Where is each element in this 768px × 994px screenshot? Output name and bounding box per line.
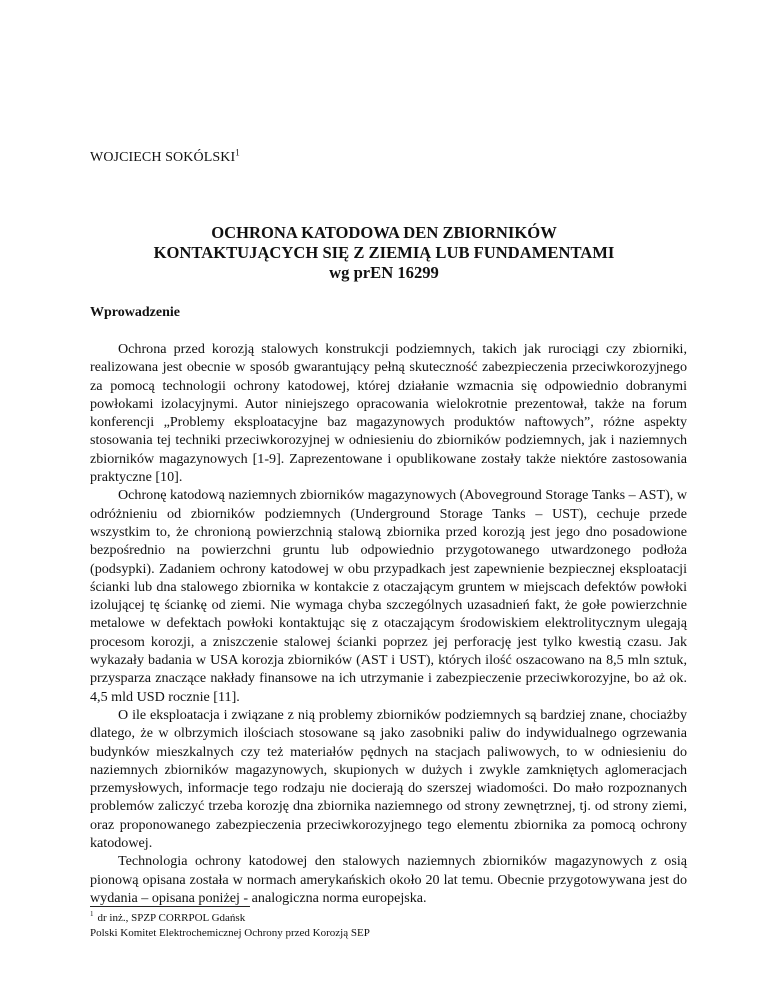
paragraph: Ochronę katodową naziemnych zbiorników magazynowych (Aboveground Storage Tanks – AST), w odróżnieniu od zbiorników podziemnych (Underground Storage Tanks – UST), cechuje przede wszystkim to, że chronioną powierzchnią stalową zbiornika przed korozją jest jego dno posadowione bezpośrednio na powierzchni gruntu lub odpowiednio przygotowanego utwardzonego podłoża (podsypki). Zadaniem ochrony katodowej w obu przypadkach jest zapewnienie bezpiecznej eksploatacji ścianki lub dna stalowego zbiornika w kontakcie z otaczającym gruntem w miejscach defektów powłoki izolującej tę ściankę od ziemi. Nie wymaga chyba szczególnych uzasadnień fakt, że gołe powierzchnie metalowe w defektach powłoki kontaktując się z otaczającym środowiskiem elektrolitycznym ulegają procesom korozji, a zniszczenie stalowej ścianki poprzez jej perforację jest tylko kwestią czasu. Jak wykazały badania w USA korozja zbiorników (AST i UST), których ilość oszacowano na 8,5 mln sztuk, przysparza znaczące nakłady finansowe na ich utrzymanie i zabezpieczenie przeciwkorozyjne, bo aż ok. 4,5 mld USD rocznie [11]. <box>90 487 688 705</box>
title-line-3: wg prEN 16299 <box>329 263 439 282</box>
title-line-1: OCHRONA KATODOWA DEN ZBIORNIKÓW <box>211 223 557 242</box>
footnote <box>90 911 370 941</box>
title-line-2: KONTAKTUJĄCYCH SIĘ Z ZIEMIĄ LUB FUNDAMENTAMI <box>153 243 615 262</box>
paragraph: Ochrona przed korozją stalowych konstrukcji podziemnych, takich jak rurociągi czy zbiorniki, realizowana jest obecnie w sposób gwarantujący pełną skuteczność zabezpieczenia przeciwkorozyjnego za pomocą technologii ochrony katodowej, której działanie wzmacnia się odpowiednio dobranymi powłokami izolacyjnymi. Autor niniejszego opracowania wielokrotnie prezentował, także na forum konferencji „Problemy eksploatacyjne baz magazynowych produktów naftowych”, różne aspekty stosowania tej techniki przeciwkorozyjnej w odniesieniu do zbiorników podziemnych, jak i naziemnych zbiorników magazynowych [1-9]. Zaprezentowane i opublikowane zostały także niektóre zastosowania praktyczne [10]. <box>90 341 687 486</box>
footnote-line-2: Polski Komitet Elektrochemicznej Ochrony przed Korozją SEP <box>90 927 370 939</box>
footnote-separator <box>90 906 250 907</box>
footnote-mark: 1 <box>90 910 94 919</box>
paper-title <box>0 223 768 283</box>
author-footnote-mark: 1 <box>235 147 240 158</box>
section-heading: Wprowadzenie <box>90 305 180 320</box>
author-line <box>90 147 240 166</box>
paragraph: Technologia ochrony katodowej den stalowych naziemnych zbiorników magazynowych z osią pionową opisana została w normach amerykańskich około 20 lat temu. Obecnie przygotowywana jest do wydania – opisana poniżej - analogiczna norma europejska. <box>90 853 687 906</box>
body-text <box>90 340 687 907</box>
author-name: WOJCIECH SOKÓLSKI <box>90 150 236 165</box>
footnote-line-1 <box>90 911 370 926</box>
footnote-affiliation: dr inż., SPZP CORRPOL Gdańsk <box>97 912 246 924</box>
paragraph: O ile eksploatacja i związane z nią problemy zbiorników podziemnych są bardziej znane, chociażby dlatego, że w olbrzymich ilościach stosowane są jako zasobniki paliw do indywidualnego ogrzewania budynków mieszkalnych czy też materiałów pędnych na stacjach paliwowych, to w odniesieniu do naziemnych zbiorników magazynowych, skupionych w dużych i zwykle zamkniętych aglomeracjach przemysłowych, informacje tego rodzaju nie docierają do szerszej wiadomości. Do mało rozpoznanych problemów zaliczyć trzeba korozję dna zbiornika naziemnego od strony zewnętrznej, tj. od strony ziemi, oraz proponowanego zabezpieczenia przeciwkorozyjnego tego elementu zbiornika za pomocą ochrony katodowej. <box>90 706 687 852</box>
